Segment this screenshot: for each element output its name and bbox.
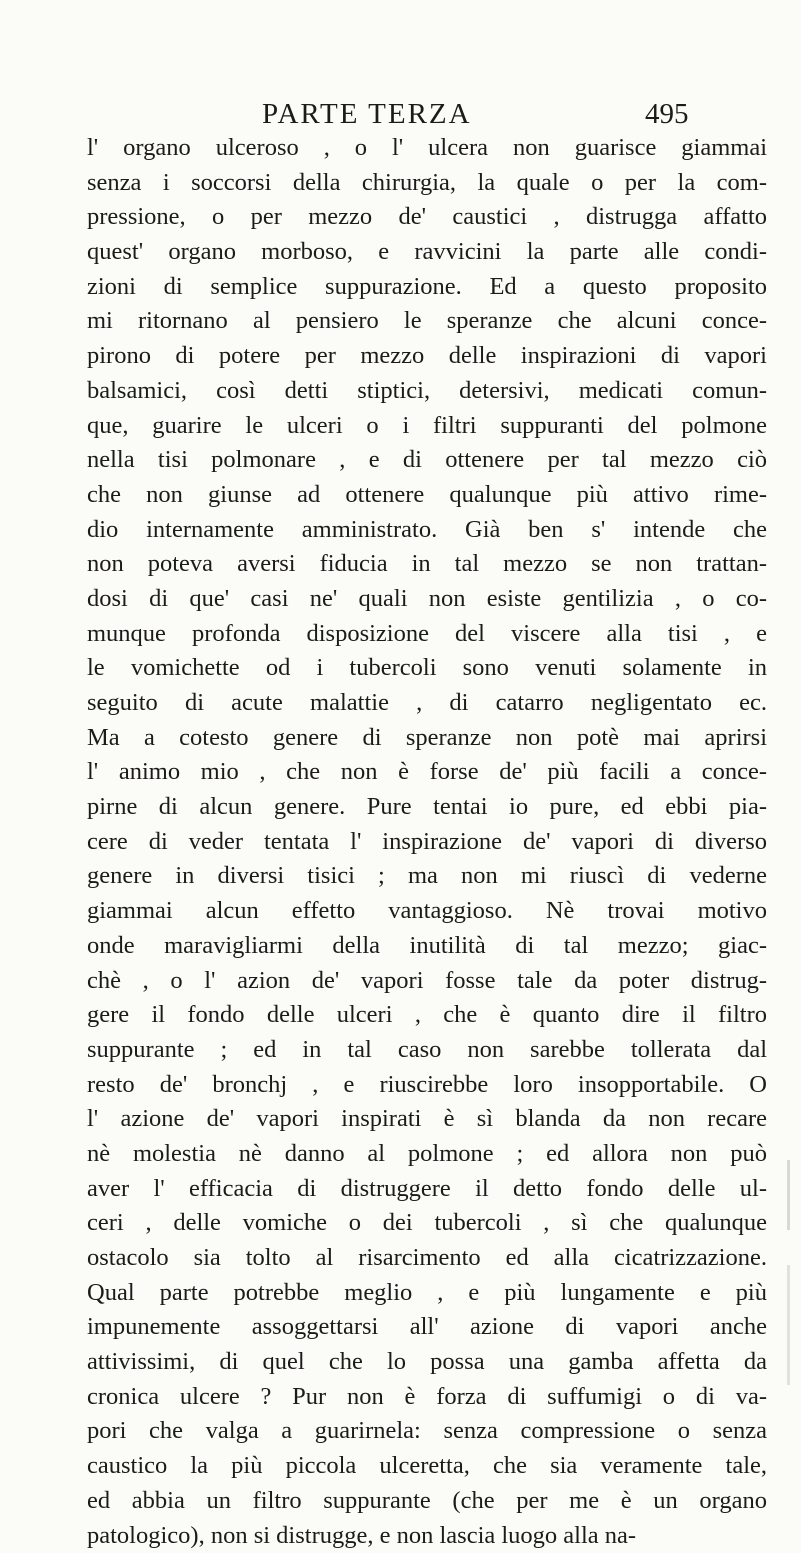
text-line-2: senza i soccorsi della chirurgia, la quale o per la com-	[87, 166, 767, 201]
text-line-37: cronica ulcere ? Pur non è forza di suffumigi o di va-	[87, 1380, 767, 1415]
text-line-11: che non giunse ad ottenere qualunque più attivo rime-	[87, 478, 767, 513]
scan-edge-mark	[787, 1265, 790, 1385]
text-line-14: dosi di que' casi ne' quali non esiste gentilizia , o co-	[87, 582, 767, 617]
running-title: PARTE TERZA	[262, 97, 472, 131]
text-line-19: l' animo mio , che non è forse de' più facili a conce-	[87, 755, 767, 790]
text-line-29: l' azione de' vapori inspirati è sì blanda da non recare	[87, 1102, 767, 1137]
text-line-34: Qual parte potrebbe meglio , e più lungamente e più	[87, 1276, 767, 1311]
text-line-18: Ma a cotesto genere di speranze non potè mai aprirsi	[87, 721, 767, 756]
page-header	[0, 97, 801, 131]
text-line-27: suppurante ; ed in tal caso non sarebbe tollerata dal	[87, 1033, 767, 1068]
text-line-40: ed abbia un filtro suppurante (che per me è un organo	[87, 1484, 767, 1519]
text-line-13: non poteva aversi fiducia in tal mezzo se non trattan-	[87, 547, 767, 582]
text-line-20: pirne di alcun genere. Pure tentai io pure, ed ebbi pia-	[87, 790, 767, 825]
text-line-4: quest' organo morboso, e ravvicini la parte alle condi-	[87, 235, 767, 270]
text-line-10: nella tisi polmonare , e di ottenere per tal mezzo ciò	[87, 443, 767, 478]
text-line-23: giammai alcun effetto vantaggioso. Nè trovai motivo	[87, 894, 767, 929]
text-line-8: balsamici, così detti stiptici, detersivi, medicati comun-	[87, 374, 767, 409]
text-line-5: zioni di semplice suppurazione. Ed a questo proposito	[87, 270, 767, 305]
text-line-35: impunemente assoggettarsi all' azione di vapori anche	[87, 1310, 767, 1345]
text-line-30: nè molestia nè danno al polmone ; ed allora non può	[87, 1137, 767, 1172]
text-line-26: gere il fondo delle ulceri , che è quanto dire il filtro	[87, 998, 767, 1033]
text-line-17: seguito di acute malattie , di catarro negligentato ec.	[87, 686, 767, 721]
text-line-22: genere in diversi tisici ; ma non mi riuscì di vederne	[87, 859, 767, 894]
text-line-36: attivissimi, di quel che lo possa una gamba affetta da	[87, 1345, 767, 1380]
text-line-32: ceri , delle vomiche o dei tubercoli , sì che qualunque	[87, 1206, 767, 1241]
text-line-16: le vomichette od i tubercoli sono venuti solamente in	[87, 651, 767, 686]
text-line-15: munque profonda disposizione del viscere alla tisi , e	[87, 617, 767, 652]
text-line-33: ostacolo sia tolto al risarcimento ed alla cicatrizzazione.	[87, 1241, 767, 1276]
text-line-39: caustico la più piccola ulceretta, che sia veramente tale,	[87, 1449, 767, 1484]
text-line-6: mi ritornano al pensiero le speranze che alcuni conce-	[87, 304, 767, 339]
text-line-9: que, guarire le ulceri o i filtri suppuranti del polmone	[87, 409, 767, 444]
text-line-41: patologico), non si distrugge, e non lascia luogo alla na-	[87, 1519, 767, 1553]
text-line-31: aver l' efficacia di distruggere il detto fondo delle ul-	[87, 1172, 767, 1207]
body-text	[87, 131, 767, 1553]
text-line-25: chè , o l' azion de' vapori fosse tale da poter distrug-	[87, 964, 767, 999]
text-line-1: l' organo ulceroso , o l' ulcera non guarisce giammai	[87, 131, 767, 166]
page-number: 495	[645, 97, 689, 131]
text-line-12: dio internamente amministrato. Già ben s' intende che	[87, 513, 767, 548]
text-line-24: onde maravigliarmi della inutilità di tal mezzo; giac-	[87, 929, 767, 964]
text-line-38: pori che valga a guarirnela: senza compressione o senza	[87, 1414, 767, 1449]
text-line-21: cere di veder tentata l' inspirazione de' vapori di diverso	[87, 825, 767, 860]
text-line-28: resto de' bronchj , e riuscirebbe loro insopportabile. O	[87, 1068, 767, 1103]
scan-edge-mark	[787, 1160, 790, 1230]
text-line-3: pressione, o per mezzo de' caustici , distrugga affatto	[87, 200, 767, 235]
text-line-7: pirono di potere per mezzo delle inspirazioni di vapori	[87, 339, 767, 374]
